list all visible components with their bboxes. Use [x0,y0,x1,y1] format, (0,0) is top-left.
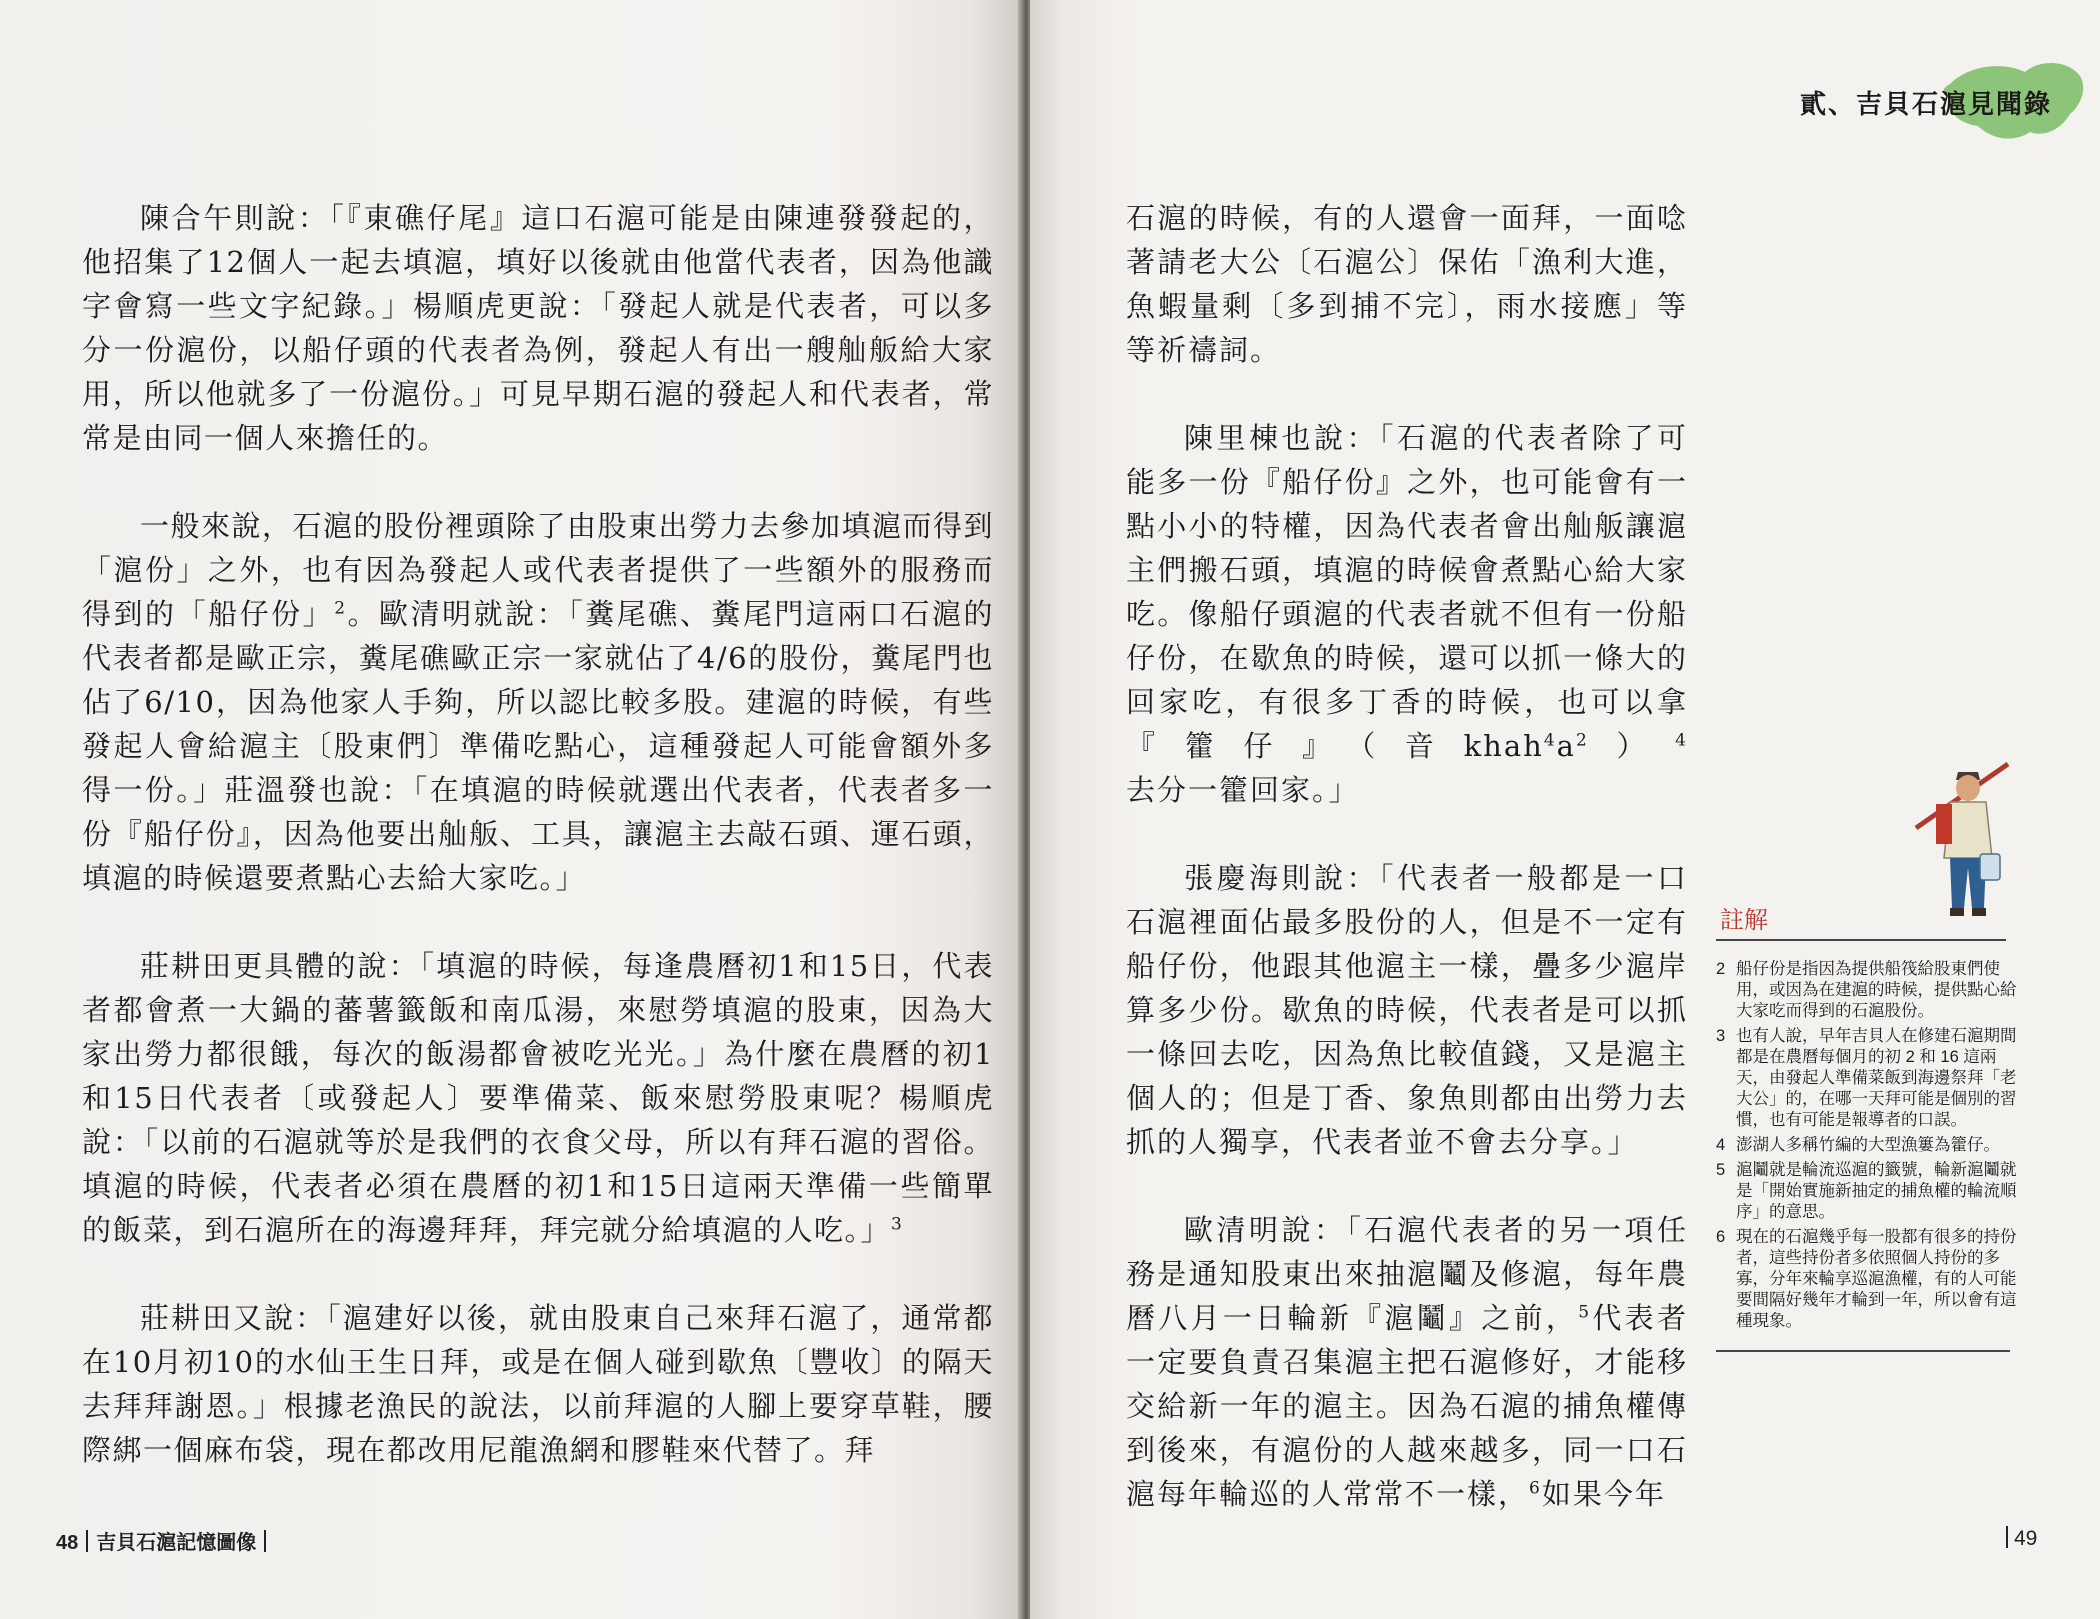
divider [1716,1350,2010,1352]
footnote-ref: 4 [1675,730,1688,751]
paragraph [82,944,994,1252]
chapter-header [1800,54,2090,144]
note-number: 3 [1716,1027,1726,1045]
note-item [1716,1026,2042,1131]
note-item [1716,1227,2042,1332]
text-run: 去分一籗回家。」 [1126,773,1360,807]
superscript: 2 [1575,730,1589,751]
superscript: 4 [1543,730,1557,751]
right-body-text [1126,196,1688,1560]
chapter-title: 貳、吉貝石滬見聞錄 [1800,90,2053,120]
right-footer [2006,1526,2037,1551]
notes-panel [1716,900,2042,1352]
footer-divider [2006,1526,2008,1548]
book-title: 吉貝石滬記憶圖像 [96,1532,257,1554]
left-body-text [82,196,994,1516]
paragraph [1126,1208,1688,1516]
note-number: 6 [1716,1228,1726,1246]
paragraph [82,504,994,900]
note-text: 滬鬮就是輪流巡滬的籤號，輪新滬鬮就是「開始實施新抽定的捕魚權的輪流順序」的意思。 [1736,1161,2017,1221]
page-number: 49 [2014,1527,2038,1550]
footnote-ref: 6 [1529,1478,1542,1499]
text-run: 。歐清明就說：「糞尾礁、糞尾門這兩口石滬的代表者都是歐正宗，糞尾礁歐正宗一家就佔了4/6的股份，糞尾門也佔了6/10，因為他家人手夠，所以認比較多股。建滬的時候，有些發起人會給滬主〔股東們〕準備吃點心，這種發起人可能會額外多得一份。」莊溫發也說：「在填滬的時候就選出代表者，代表者多一份『船仔份』，因為他要出舢舨、工具，讓滬主去敲石頭、運石頭，填滬的時候還要煮點心去給大家吃。」 [82,597,994,895]
note-item [1716,1160,2042,1223]
text-run: 歐清明說：「石滬代表者的另一項任務是通知股東出來抽滬鬮及修滬，每年農曆八月一日輪新『滬鬮』之前， [1126,1213,1688,1335]
page-number: 48 [56,1532,79,1554]
notes-list [1716,959,2042,1332]
note-number: 5 [1716,1161,1726,1179]
footer-divider [86,1530,88,1552]
divider [1716,939,2006,941]
text-run: 陳里棟也說：「石滬的代表者除了可能多一份『船仔份』之外，也可能會有一點小小的特權，因為代表者會出舢舨讓滬主們搬石頭，填滬的時候會煮點心給大家吃。像船仔頭滬的代表者就不但有一份船仔份，在歇魚的時候，還可以抓一條大的回家吃，有很多丁香的時候，也可以拿『 [1126,421,1688,763]
note-text: 現在的石滬幾乎每一股都有很多的持份者，這些持份者多依照個人持份的多寡，分年來輪享巡滬漁權，有的人可能要間隔好幾年才輪到一年，所以會有這種現象。 [1736,1228,2017,1330]
text-run: 如果今年 [1541,1477,1666,1511]
paragraph [1126,416,1688,812]
text-run: 籗仔』（音khah [1184,729,1544,763]
footnote-ref: 2 [334,598,347,619]
note-number: 2 [1716,960,1726,978]
text-run: 莊耕田更具體的說：「填滬的時候，每逢農曆初1和15日，代表者都會煮一大鍋的蕃薯籤飯和南瓜湯，來慰勞填滬的股東，因為大家出勞力都很餓，每次的飯湯都會被吃光光。」為什麼在農曆的初1和15日代表者〔或發起人〕要準備菜、飯來慰勞股東呢？楊順虎說：「以前的石滬就等於是我們的衣食父母，所以有拜石滬的習俗。填滬的時候，代表者必須在農曆的初1和15日這兩天準備一些簡單的飯菜，到石滬所在的海邊拜拜，拜完就分給填滬的人吃。」 [82,949,994,1247]
right-page [1030,0,2100,1619]
text-run: a [1556,729,1576,763]
note-number: 4 [1716,1136,1726,1154]
note-item [1716,1135,2042,1156]
left-footer [56,1526,274,1555]
paragraph: 莊耕田又說：「滬建好以後，就由股東自己來拜石滬了，通常都在10月初10的水仙王生日拜，或是在個人碰到歇魚〔豐收〕的隔天去拜拜謝恩。」根據老漁民的說法，以前拜滬的人腳上要穿草鞋，腰際綁一個麻布袋，現在都改用尼龍漁網和膠鞋來代替了。拜 [82,1301,994,1467]
note-text: 澎湖人多稱竹編的大型漁簍為籗仔。 [1736,1136,2000,1154]
footnote-ref: 5 [1578,1302,1592,1323]
footnote-ref: 3 [891,1214,904,1235]
left-page [0,0,1022,1619]
paragraph: 石滬的時候，有的人還會一面拜，一面唸著請老大公〔石滬公〕保佑「漁利大進，魚蝦量剩〔多到捕不完〕，雨水接應」等等祈禱詞。 [1126,201,1688,367]
text-run: ） [1588,729,1676,763]
footer-divider [264,1530,266,1552]
paragraph: 陳合午則說：「『東礁仔尾』這口石滬可能是由陳連發發起的，他招集了12個人一起去填滬，填好以後就由他當代表者，因為他識字會寫一些文字紀錄。」楊順虎更說：「發起人就是代表者，可以多分一份滬份，以船仔頭的代表者為例，發起人有出一艘舢舨給大家用，所以他就多了一份滬份。」可見早期石滬的發起人和代表者，常常是由同一個人來擔任的。 [82,201,994,455]
text-run: 一般來說，石滬的股份裡頭除了由股東出勞力去參加填滬而得到「滬份」之外，也有因為發起人或代表者提供了一些額外的服務而得到的「船仔份」 [82,509,995,631]
text-run: 代表者一定要負責召集滬主把石滬修好，才能移交給新一年的滬主。因為石滬的捕魚權傳到後來，有滬份的人越來越多，同一口石滬每年輪巡的人常常不一樣， [1126,1301,1688,1511]
note-text: 也有人說，早年吉貝人在修建石滬期間都是在農曆每個月的初 2 和 16 這兩天，由發起人準備菜飯到海邊祭拜「老大公」的，在哪一天拜可能是個別的習慣，也有可能是報導者的口誤。 [1736,1027,2017,1129]
note-item [1716,959,2042,1022]
note-text: 船仔份是指因為提供船筏給股東們使用，或因為在建滬的時候，提供點心給大家吃而得到的石滬股份。 [1736,960,2017,1020]
notes-heading: 註解 [1720,907,1768,934]
paragraph: 張慶海則說：「代表者一般都是一口石滬裡面佔最多股份的人，但是不一定有船仔份，他跟其他滬主一樣，疊多少滬岸算多少份。歇魚的時候，代表者是可以抓一條回去吃，因為魚比較值錢，又是滬主個人的；但是丁香、象魚則都由出勞力去抓的人獨享，代表者並不會去分享。」 [1126,861,1688,1159]
